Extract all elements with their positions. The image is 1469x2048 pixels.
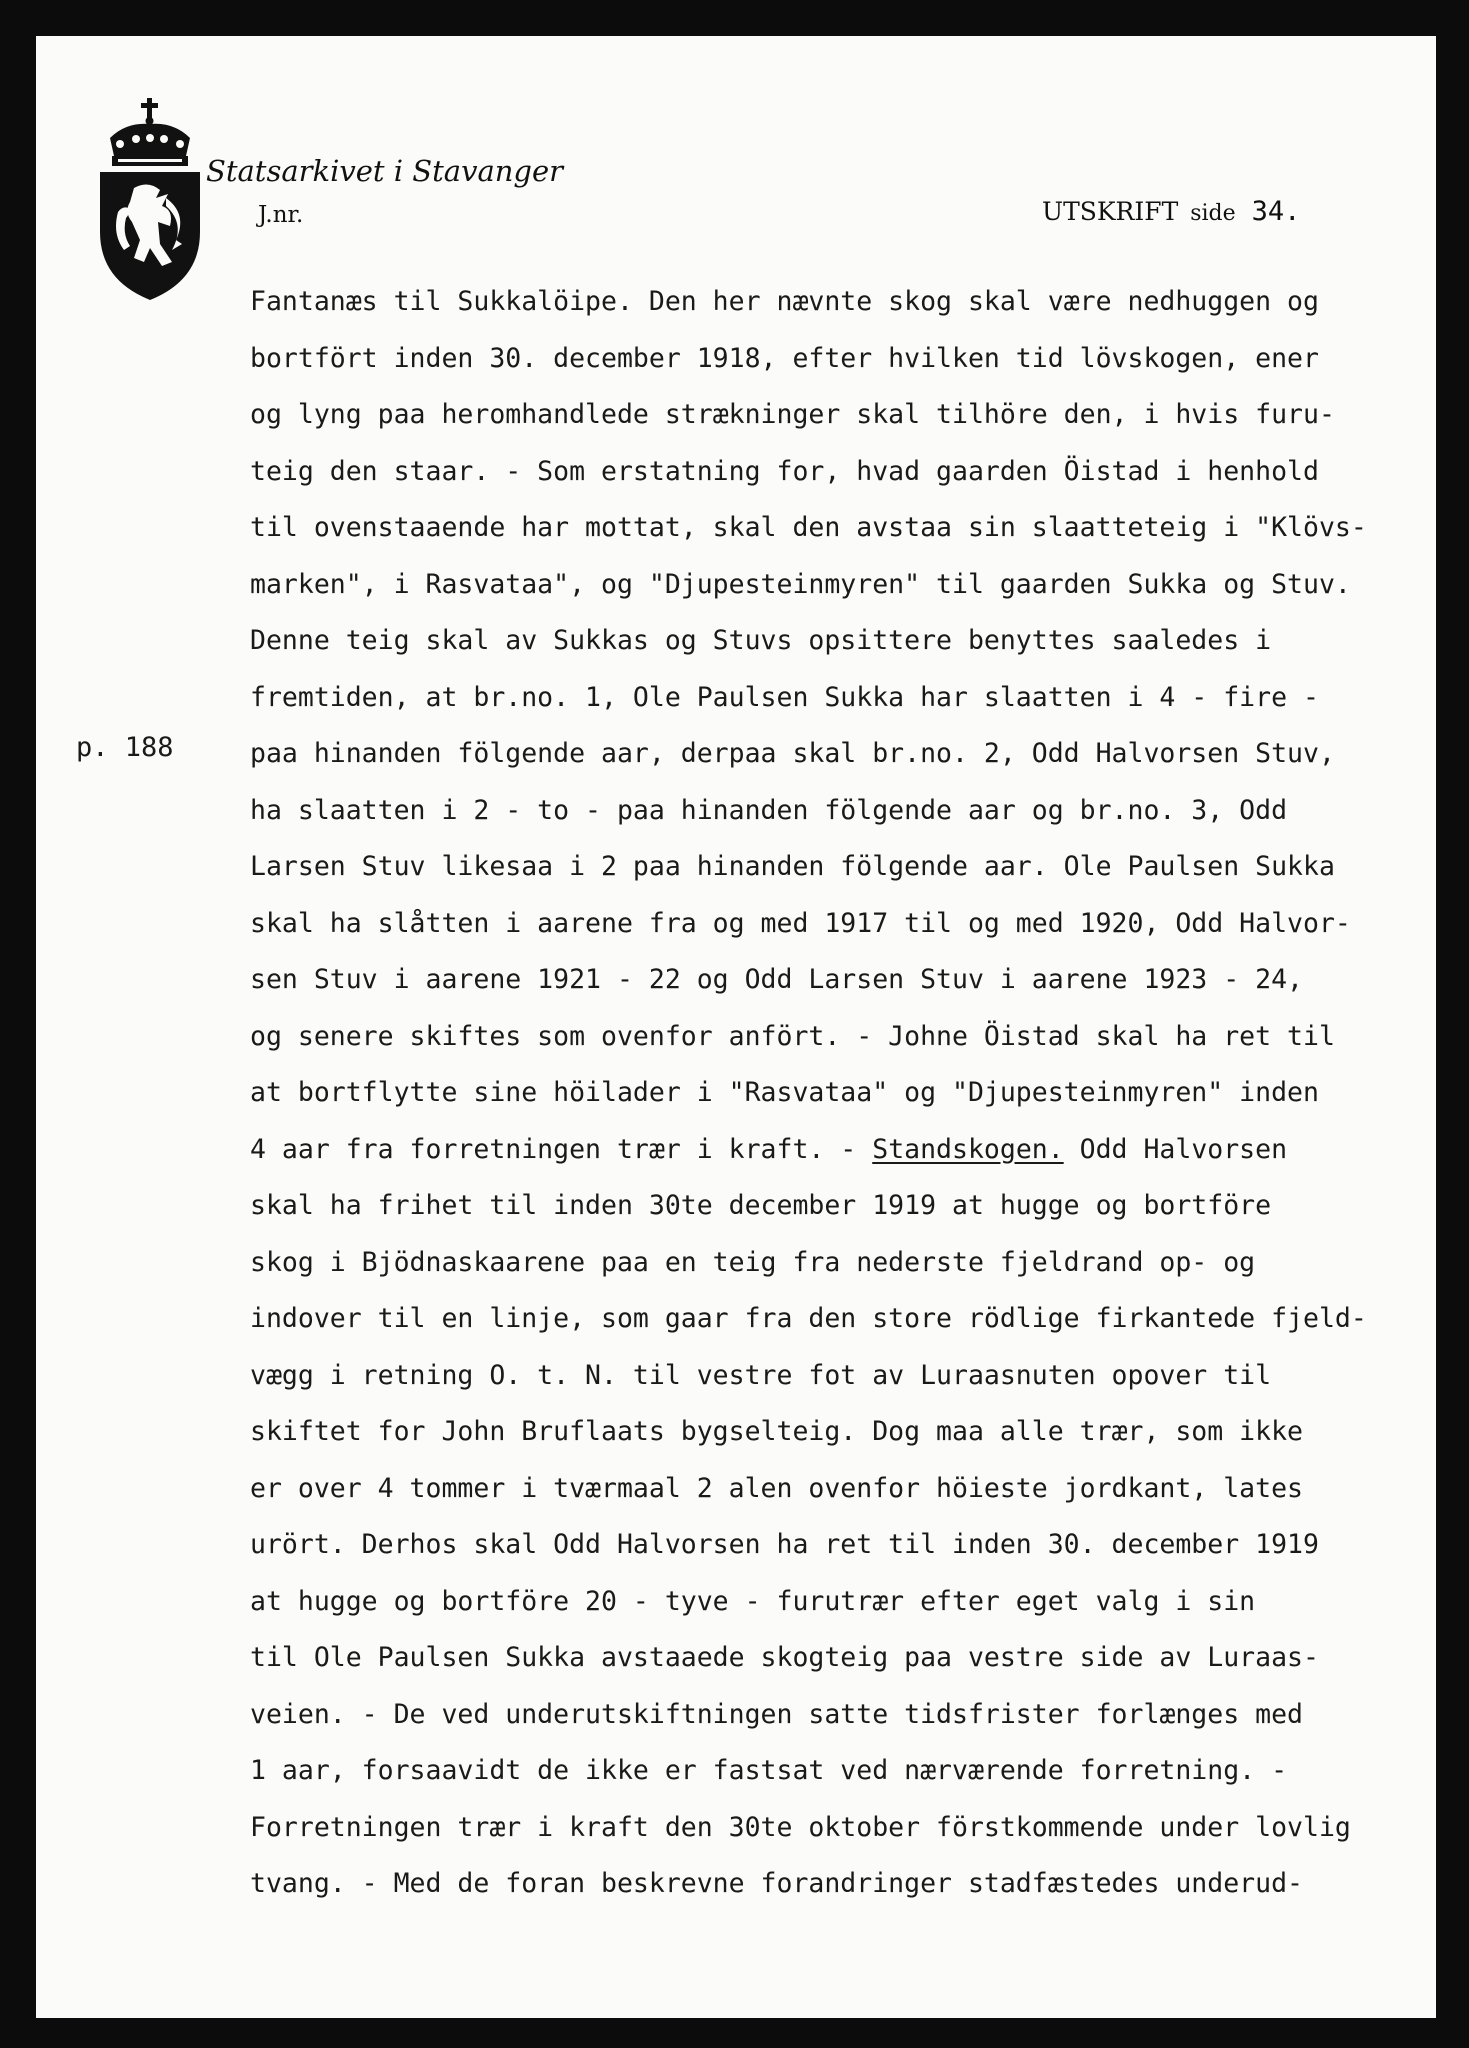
text-line: skog i Bjödnaskaarene paa en teig fra nederste fjeldrand op- og — [250, 1246, 1256, 1278]
text-line: Denne teig skal av Sukkas og Stuvs opsittere benyttes saaledes i — [250, 625, 1272, 656]
text-line: skal ha frihet til inden 30te december 1919 at hugge og bortföre — [250, 1190, 1272, 1221]
text-line: fremtiden, at br.no. 1, Ole Paulsen Sukka har slaatten i 4 - fire - — [250, 681, 1319, 713]
text-line: tvang. - Med de foran beskrevne forandringer stadfæstedes underud- — [250, 1868, 1303, 1899]
text-line: til Ole Paulsen Sukka avstaaede skogteig paa vestre side av Luraas- — [250, 1642, 1319, 1673]
text-line: Larsen Stuv likesaa i 2 paa hinanden fölgende aar. Ole Paulsen Sukka — [250, 851, 1335, 882]
text-line: og senere skiftes som ovenfor anfört. - Johne Öistad skal ha ret til — [250, 1020, 1335, 1052]
text-line: urört. Derhos skal Odd Halvorsen ha ret til inden 30. december 1919 — [250, 1529, 1319, 1560]
text-line: vægg i retning O. t. N. til vestre fot av Luraasnuten opover til — [250, 1359, 1272, 1391]
text-line: sen Stuv i aarene 1921 - 22 og Odd Larsen Stuv i aarene 1923 - 24, — [250, 964, 1303, 995]
text-line-end: Odd Halvorsen — [1063, 1133, 1288, 1165]
text-line: paa hinanden fölgende aar, derpaa skal br.no. 2, Odd Halvorsen Stuv, — [250, 738, 1335, 769]
transcript-page-header — [1042, 196, 1300, 227]
side-label: side — [1190, 201, 1236, 226]
journal-number-label: J.nr. — [258, 202, 304, 228]
text-line: veien. - De ved underutskiftningen satte tidsfrister forlænges med — [250, 1698, 1303, 1730]
archive-name: Statsarkivet i Stavanger — [206, 154, 564, 188]
text-line: til ovenstaaende har mottat, skal den avstaa sin slaatteteig i "Klövs- — [250, 512, 1367, 543]
text-line-start: 4 aar fra forretningen trær i kraft. - — [250, 1133, 873, 1165]
text-line: ha slaatten i 2 - to - paa hinanden fölgende aar og br.no. 3, Odd — [250, 794, 1288, 826]
coat-of-arms-icon — [96, 94, 204, 304]
text-line: bortfört inden 30. december 1918, efter hvilken tid lövskogen, ener — [250, 342, 1319, 374]
document-body — [250, 274, 1430, 1913]
text-line: skiftet for John Bruflaats bygselteig. Dog maa alle trær, som ikke — [250, 1416, 1303, 1447]
text-line: indover til en linje, som gaar fra den store rödlige firkantede fjeld- — [250, 1303, 1367, 1334]
text-line: Fantanæs til Sukkalöipe. Den her nævnte skog skal være nedhuggen og — [250, 286, 1319, 317]
text-line: Forretningen trær i kraft den 30te oktober förstkommende under lovlig — [250, 1811, 1351, 1843]
text-line: teig den staar. - Som erstatning for, hvad gaarden Öistad i henhold — [250, 455, 1319, 487]
page-number: 34. — [1251, 196, 1301, 227]
utskrift-label: UTSKRIFT — [1042, 197, 1179, 226]
section-heading-standskogen: Standskogen. — [872, 1133, 1064, 1165]
text-line: er over 4 tommer i tværmaal 2 alen ovenfor höieste jordkant, lates — [250, 1472, 1303, 1504]
margin-note: p. 188 — [76, 732, 174, 763]
text-line: og lyng paa heromhandlede strækninger skal tilhöre den, i hvis furu- — [250, 399, 1335, 430]
text-line — [250, 1122, 1430, 1179]
text-line: marken", i Rasvataa", og "Djupesteinmyren" til gaarden Sukka og Stuv. — [250, 568, 1351, 600]
text-line: skal ha slåtten i aarene fra og med 1917 til og med 1920, Odd Halvor- — [250, 907, 1351, 939]
document-page — [36, 36, 1436, 2018]
text-line: 1 aar, forsaavidt de ikke er fastsat ved nærværende forretning. - — [250, 1755, 1288, 1786]
text-line: at hugge og bortföre 20 - tyve - furutrær efter eget valg i sin — [250, 1585, 1256, 1617]
text-line: at bortflytte sine höilader i "Rasvataa" og "Djupesteinmyren" inden — [250, 1077, 1319, 1108]
